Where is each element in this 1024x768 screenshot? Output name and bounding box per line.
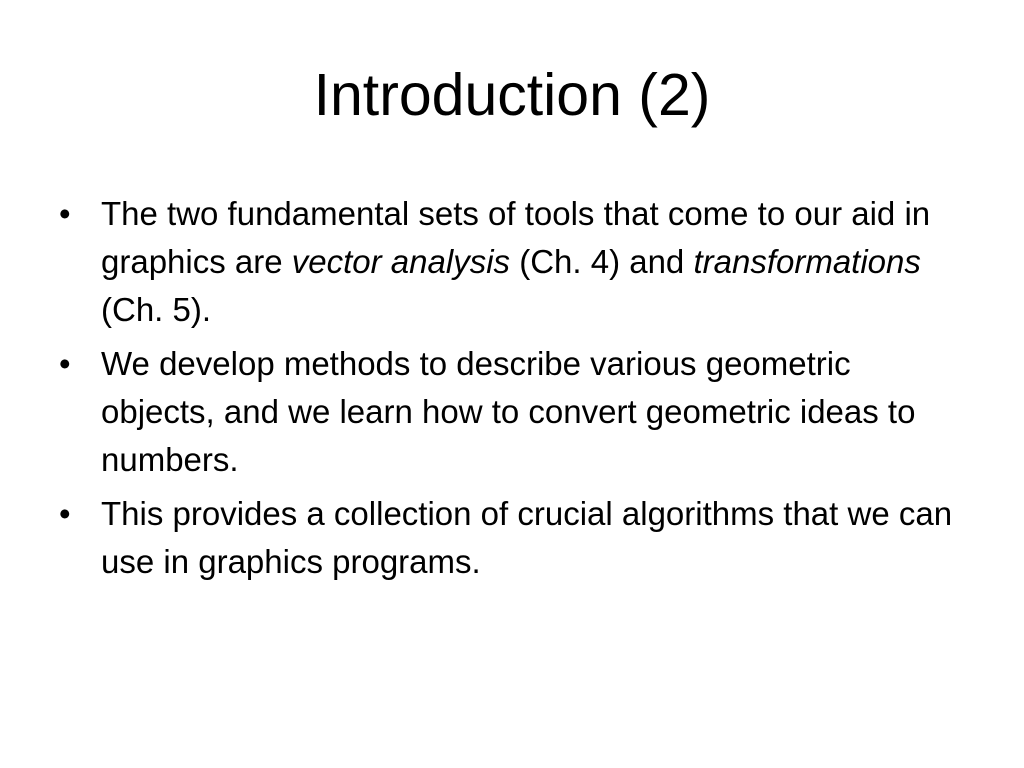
- emphasized-term: transformations: [693, 243, 921, 280]
- emphasized-term: vector analysis: [291, 243, 511, 280]
- text-segment: (Ch. 4) and: [510, 243, 694, 280]
- bullet-marker: •: [59, 345, 71, 382]
- text-segment: We develop methods to describe various geometric objects, and we learn how to convert geometric ideas to numbers.: [101, 345, 916, 478]
- bullet-item: [56, 340, 956, 484]
- slide-title: Introduction (2): [313, 62, 711, 128]
- text-segment: This provides a collection of crucial algorithms that we can use in graphics programs.: [101, 495, 953, 580]
- text-segment: (Ch. 5).: [101, 291, 212, 328]
- bullet-marker: •: [59, 195, 71, 232]
- bullet-list: [56, 190, 956, 592]
- bullet-marker: •: [59, 495, 71, 532]
- text-segment: The two fundamental sets of tools that come to our aid in graphics are: [101, 195, 931, 280]
- bullet-text: [101, 345, 915, 478]
- bullet-text: [101, 195, 930, 328]
- bullet-item: [56, 490, 956, 586]
- bullet-text: [101, 495, 952, 580]
- bullet-item: [56, 190, 956, 334]
